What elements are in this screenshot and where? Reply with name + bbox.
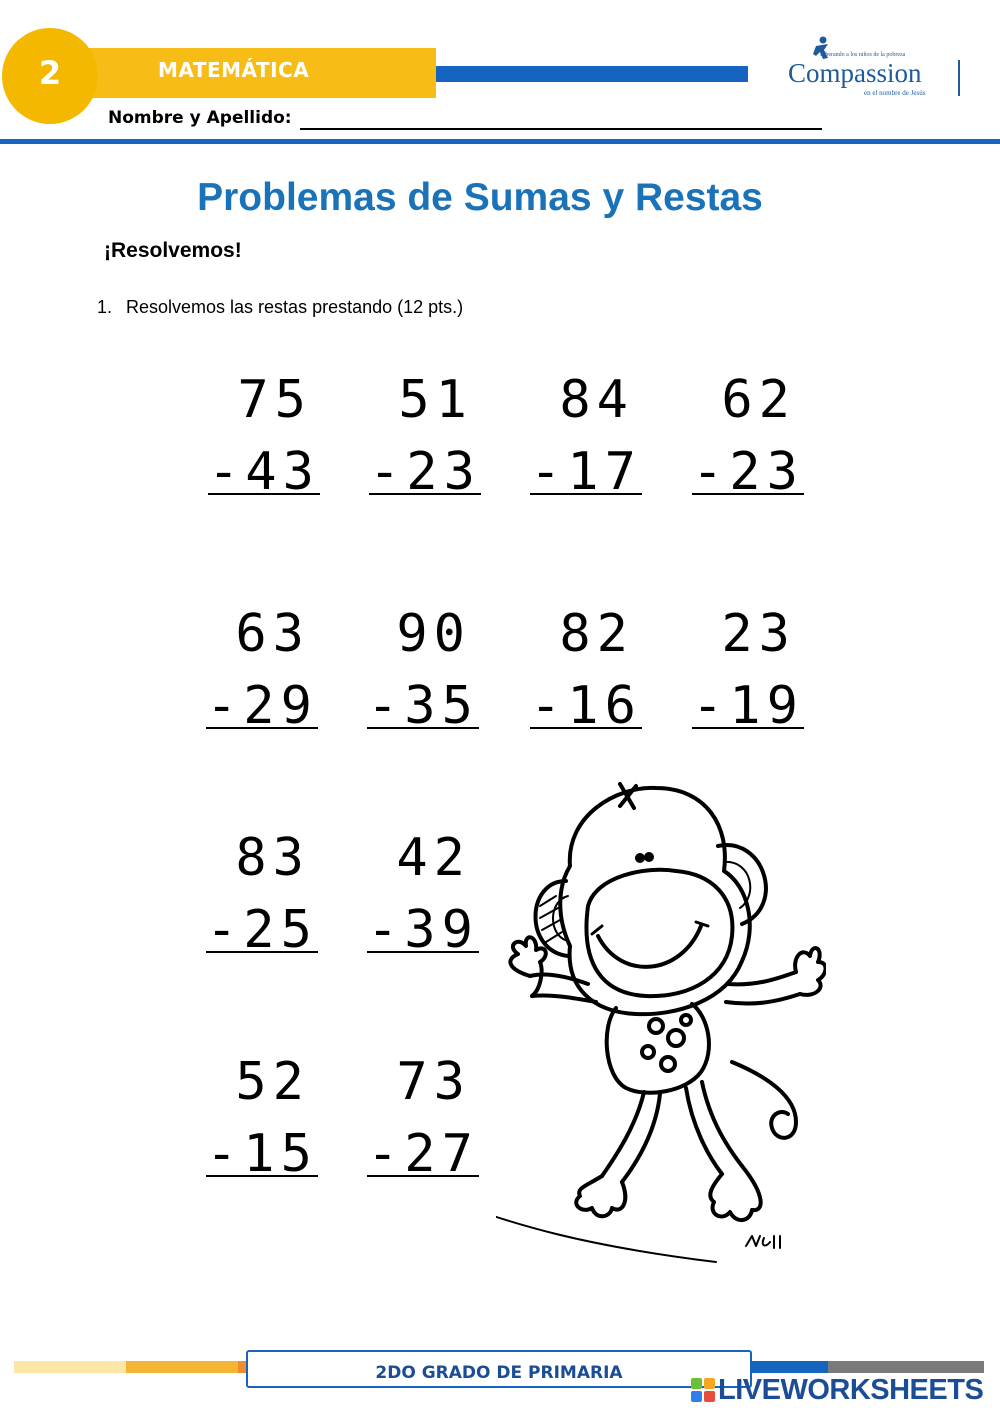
footer-grade-text: 2DO GRADO DE PRIMARIA <box>375 1363 623 1383</box>
name-answer-line[interactable] <box>300 128 822 130</box>
minuend: 84 <box>559 370 634 430</box>
subtrahend: -23 <box>369 442 481 502</box>
answer-line <box>530 727 642 729</box>
minuend: 82 <box>559 604 634 664</box>
minuend: 75 <box>237 370 312 430</box>
subtrahend: -25 <box>206 900 318 960</box>
subtrahend: -17 <box>530 442 642 502</box>
minuend: 42 <box>396 828 471 888</box>
minuend: 52 <box>235 1052 310 1112</box>
subtrahend: -39 <box>367 900 479 960</box>
liveworksheets-icon <box>690 1377 716 1403</box>
header-divider <box>0 139 1000 144</box>
name-label: Nombre y Apellido: <box>108 108 292 128</box>
minuend: 83 <box>235 828 310 888</box>
monkey-illustration <box>496 776 826 1268</box>
answer-line <box>367 1175 479 1177</box>
subtrahend: -43 <box>208 442 320 502</box>
header-blue-bar <box>436 66 748 82</box>
minuend: 23 <box>721 604 796 664</box>
logo-tagline-top: Liberando a los niños de la pobreza <box>820 52 906 58</box>
subtrahend: -27 <box>367 1124 479 1184</box>
answer-line <box>367 727 479 729</box>
subtrahend: -19 <box>692 676 804 736</box>
answer-line <box>692 493 804 495</box>
answer-line <box>208 493 320 495</box>
question-text: Resolvemos las restas prestando (12 pts.) <box>126 297 464 317</box>
minuend: 63 <box>235 604 310 664</box>
liveworksheets-brand[interactable]: LIVEWORKSHEETS <box>718 1374 984 1406</box>
subtrahend: -15 <box>206 1124 318 1184</box>
answer-line <box>367 951 479 953</box>
answer-line <box>369 493 481 495</box>
answer-line <box>206 951 318 953</box>
minuend: 90 <box>396 604 471 664</box>
answer-line <box>530 493 642 495</box>
footer-stripe <box>14 1361 126 1373</box>
footer-stripe <box>748 1361 828 1373</box>
answer-line <box>206 1175 318 1177</box>
logo-name: Compassion <box>788 58 922 88</box>
subtrahend: -35 <box>367 676 479 736</box>
question-number: 1. <box>97 297 113 317</box>
answer-line <box>206 727 318 729</box>
subtrahend: -16 <box>530 676 642 736</box>
footer-stripe <box>126 1361 246 1373</box>
subject-label: MATEMÁTICA <box>158 58 310 82</box>
answer-line <box>692 727 804 729</box>
grade-number: 2 <box>38 54 62 92</box>
logo-divider <box>958 60 960 96</box>
subtrahend: -29 <box>206 676 318 736</box>
footer-stripe <box>828 1361 984 1373</box>
section-subtitle: ¡Resolvemos! <box>104 239 242 262</box>
minuend: 51 <box>398 370 473 430</box>
minuend: 73 <box>396 1052 471 1112</box>
subtrahend: -23 <box>692 442 804 502</box>
logo-tagline-bottom: en el nombre de Jesús <box>864 89 926 97</box>
page-title: Problemas de Sumas y Restas <box>197 176 763 219</box>
minuend: 62 <box>721 370 796 430</box>
